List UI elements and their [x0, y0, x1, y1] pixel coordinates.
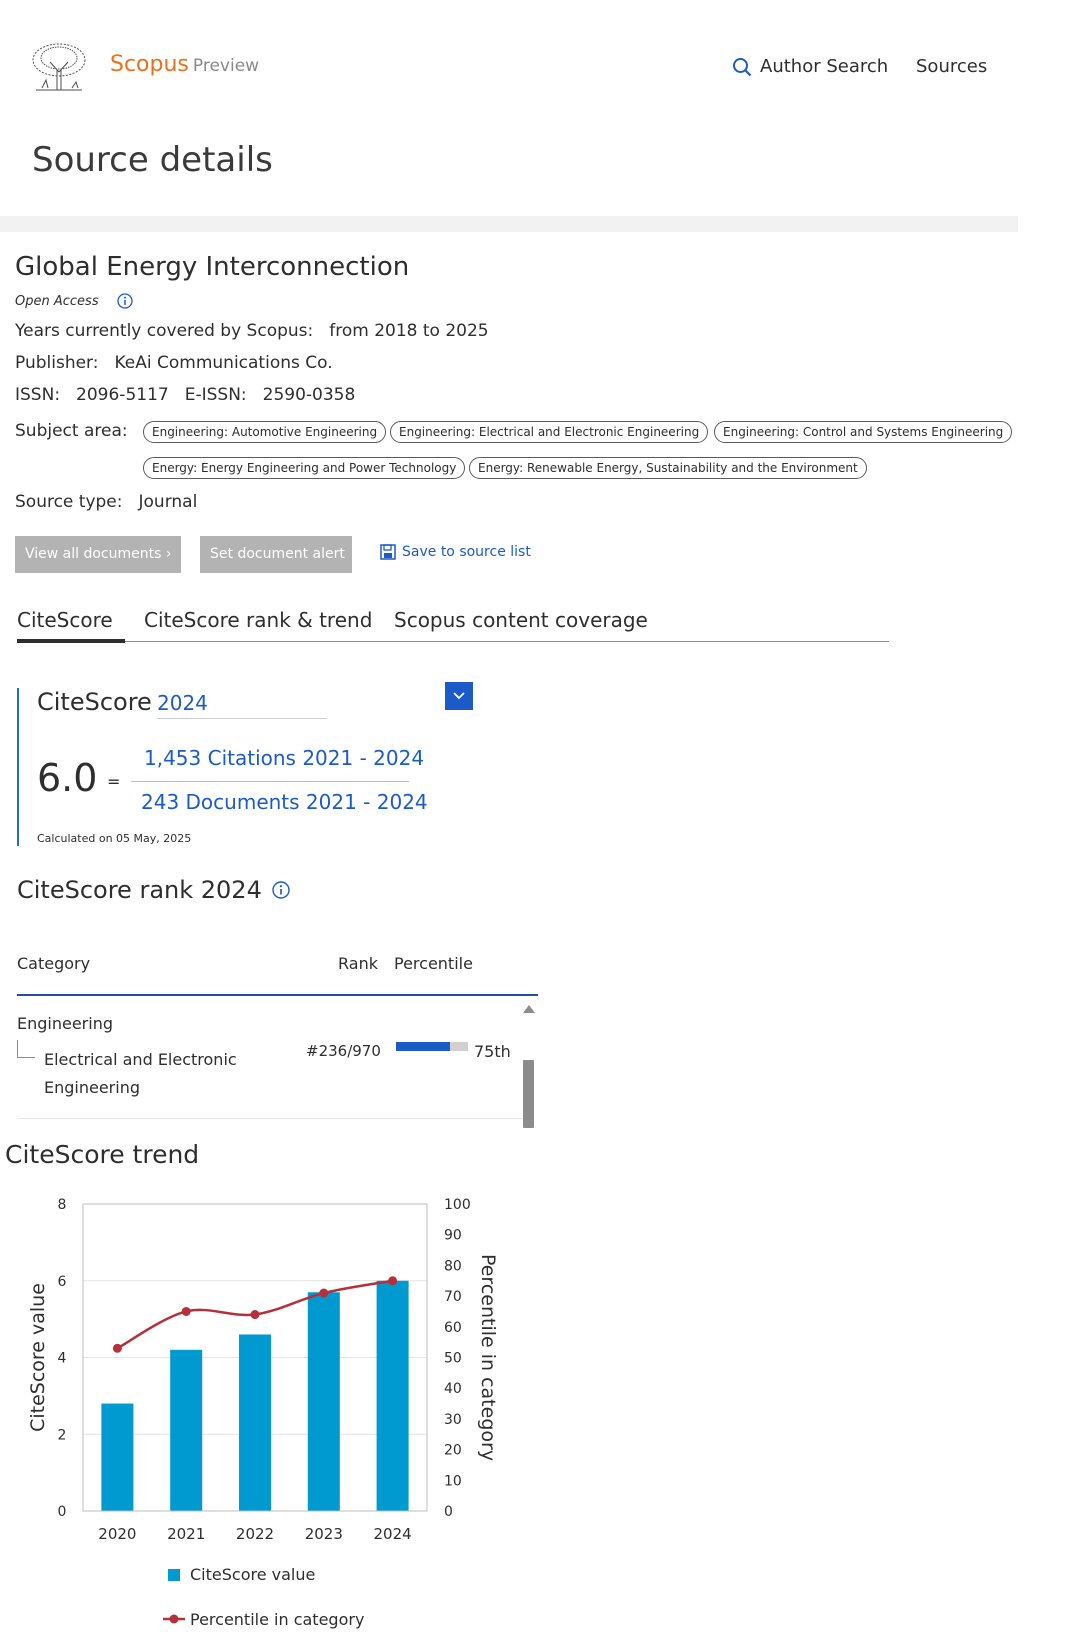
open-access-label: Open Access	[15, 293, 99, 309]
bar-2024	[377, 1281, 409, 1511]
scopus-brand[interactable]: Scopus Preview	[110, 52, 260, 77]
chevron-right-icon: ›	[165, 546, 172, 562]
publisher-value: KeAi Communications Co.	[114, 353, 333, 373]
subject-chip[interactable]: Engineering: Control and Systems Engineering	[714, 421, 1012, 443]
scroll-up-arrow-icon[interactable]	[522, 1004, 536, 1014]
citescore-panel	[17, 688, 437, 846]
page-title: Source details	[32, 140, 273, 180]
header	[0, 0, 1070, 130]
rank-table-bottom-rule	[17, 1118, 522, 1119]
rank-table-header-rule	[17, 994, 538, 996]
citescore-year-select[interactable]	[157, 691, 327, 719]
percentile-value: 75th	[474, 1042, 511, 1061]
tree-elbow	[17, 1040, 35, 1058]
percentile-point-2024	[388, 1276, 397, 1285]
citescore-value: 6.0	[37, 756, 98, 800]
percentile-point-2021	[182, 1307, 191, 1316]
eissn-label: E-ISSN:	[184, 385, 247, 405]
publisher-label: Publisher:	[15, 353, 99, 373]
issn-value: 2096-5117	[76, 385, 169, 405]
y-right-tick-label: 50	[444, 1350, 462, 1367]
tab-scopus-content-coverage[interactable]: Scopus content coverage	[394, 608, 648, 632]
citescore-rank-title: CiteScore rank 2024	[17, 876, 262, 904]
save-to-source-list-link[interactable]	[380, 544, 531, 560]
tab-bar	[17, 600, 889, 642]
issn-row	[15, 385, 355, 405]
y-tick-label: 6	[57, 1273, 67, 1290]
subject-area-label: Subject area:	[15, 421, 128, 441]
bar-2022	[239, 1334, 271, 1511]
years-covered-value: from 2018 to 2025	[329, 321, 489, 341]
save-disk-icon	[380, 544, 396, 560]
percentile-bar-fill	[396, 1042, 450, 1051]
y-right-tick-label: 60	[444, 1319, 462, 1336]
y-tick-label: 0	[57, 1504, 67, 1520]
active-tab-indicator	[17, 639, 125, 643]
y-right-tick-label: 100	[444, 1197, 471, 1213]
eissn-value: 2590-0358	[262, 385, 356, 405]
scrollbar-thumb[interactable]	[523, 1060, 534, 1128]
percentile-point-2023	[319, 1289, 328, 1298]
journal-title: Global Energy Interconnection	[15, 252, 410, 282]
documents-link[interactable]: 243 Documents 2021 - 2024	[141, 790, 428, 814]
citescore-trend-chart	[0, 1180, 560, 1640]
subject-chip[interactable]: Energy: Energy Engineering and Power Technology	[143, 457, 465, 479]
y-right-tick-label: 70	[444, 1289, 462, 1306]
y-tick-label: 8	[57, 1197, 67, 1213]
citations-link[interactable]: 1,453 Citations 2021 - 2024	[144, 746, 425, 770]
y-right-tick-label: 0	[444, 1504, 453, 1520]
set-document-alert-button[interactable]: Set document alert	[200, 536, 352, 573]
percentile-bar	[396, 1042, 468, 1051]
publisher-row	[15, 353, 333, 373]
citescore-rank-heading	[17, 876, 290, 904]
view-all-documents-button[interactable]: View all documents ›	[15, 536, 181, 573]
y-right-tick-label: 90	[444, 1227, 462, 1244]
legend-line-marker	[170, 1615, 179, 1624]
open-access-row	[15, 293, 133, 309]
info-icon[interactable]	[117, 293, 133, 309]
y-right-tick-label: 30	[444, 1411, 462, 1428]
child-category: Electrical and Electronic Engineering	[44, 1050, 237, 1097]
percentile-point-2022	[251, 1310, 260, 1319]
save-to-source-list-label: Save to source list	[402, 544, 531, 560]
subject-chip[interactable]: Engineering: Electrical and Electronic Engineering	[390, 421, 708, 443]
citescore-label: CiteScore	[37, 688, 152, 716]
x-tick-label: 2020	[98, 1525, 137, 1543]
author-search-label: Author Search	[760, 56, 889, 77]
source-type-label: Source type:	[15, 492, 123, 512]
elsevier-tree-logo[interactable]	[30, 42, 88, 92]
citescore-year-value: 2024	[157, 691, 208, 715]
rank-value: #236/970	[306, 1042, 381, 1060]
x-tick-label: 2023	[304, 1525, 343, 1543]
title-band-divider	[0, 216, 1018, 232]
column-header-rank: Rank	[338, 954, 378, 973]
info-icon[interactable]	[272, 881, 290, 899]
x-tick-label: 2024	[373, 1525, 412, 1543]
column-header-category: Category	[17, 954, 91, 973]
calculated-date: Calculated on 05 May, 2025	[37, 832, 192, 845]
brand-preview-label: Preview	[192, 56, 260, 76]
issn-label: ISSN:	[15, 385, 61, 405]
x-tick-label: 2021	[167, 1525, 206, 1543]
y-right-tick-label: 20	[444, 1442, 462, 1459]
year-dropdown-button[interactable]	[445, 682, 473, 710]
citescore-trend-title: CiteScore trend	[5, 1140, 200, 1169]
tab-citescore-rank-trend[interactable]: CiteScore rank & trend	[144, 608, 373, 632]
bar-2020	[101, 1404, 133, 1511]
years-covered-row	[15, 321, 489, 341]
column-header-percentile: Percentile	[394, 954, 473, 973]
source-type-value: Journal	[138, 492, 198, 512]
y-right-tick-label: 10	[444, 1473, 462, 1490]
author-search-link[interactable]	[732, 56, 888, 77]
sources-link[interactable]: Sources	[916, 56, 988, 77]
bar-2023	[308, 1292, 340, 1511]
percentile-point-2020	[113, 1344, 122, 1353]
legend-bar-swatch	[168, 1569, 180, 1581]
subject-chip[interactable]: Engineering: Automotive Engineering	[143, 421, 386, 443]
fraction-line	[131, 781, 409, 782]
tab-citescore[interactable]: CiteScore	[17, 608, 113, 632]
x-tick-label: 2022	[235, 1525, 275, 1543]
chevron-down-icon	[452, 691, 466, 701]
y-tick-label: 2	[57, 1427, 67, 1444]
years-covered-label: Years currently covered by Scopus:	[15, 321, 314, 341]
y-right-axis-label: Percentile in category	[477, 1253, 499, 1462]
source-type-row	[15, 492, 197, 512]
citescore-equals: =	[107, 772, 121, 791]
search-icon	[732, 57, 752, 77]
subject-chip[interactable]: Energy: Renewable Energy, Sustainability and the Environment	[469, 457, 867, 479]
bar-2021	[170, 1350, 202, 1511]
legend-percentile: Percentile in category	[190, 1610, 365, 1629]
parent-category: Engineering	[17, 1014, 113, 1033]
legend-citescore-value: CiteScore value	[190, 1565, 316, 1584]
y-right-tick-label: 80	[444, 1258, 462, 1275]
y-right-tick-label: 40	[444, 1381, 462, 1398]
y-tick-label: 4	[57, 1350, 67, 1367]
y-axis-label: CiteScore value	[27, 1283, 49, 1432]
